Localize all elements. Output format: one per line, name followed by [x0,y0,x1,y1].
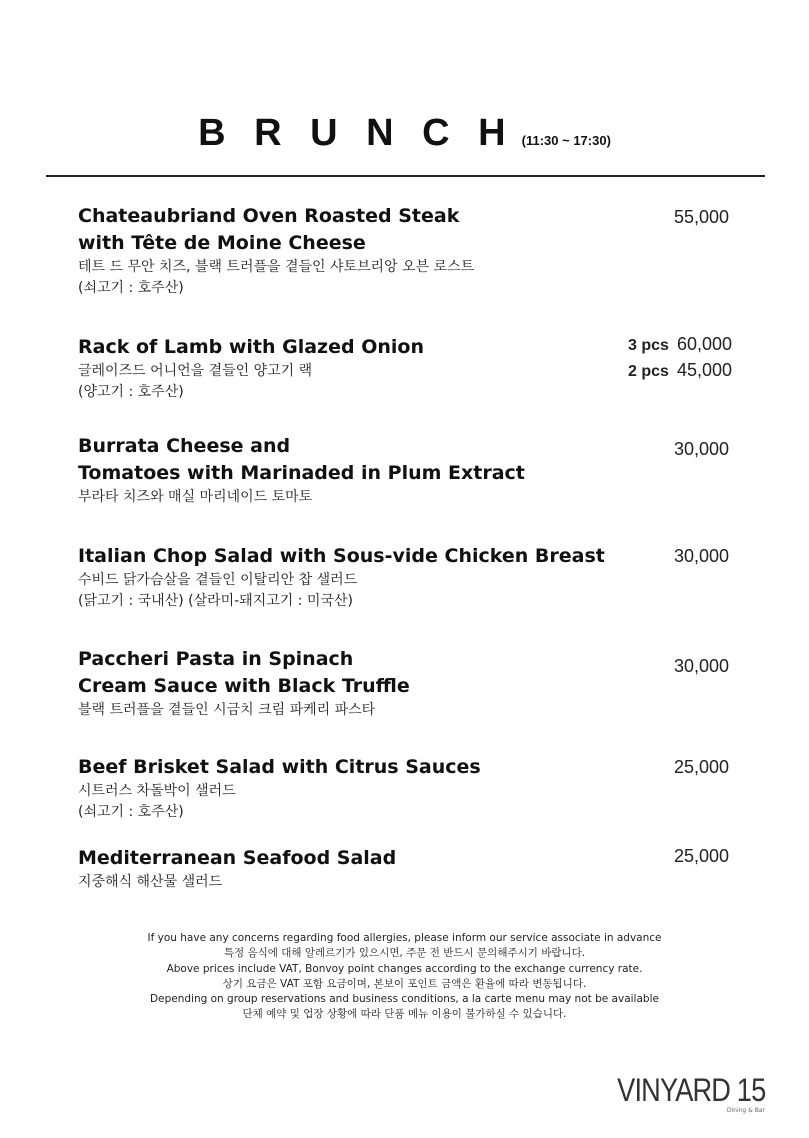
dish-price: 30,000 [673,546,729,566]
dish-name: Rack of Lamb with Glazed Onion [78,336,424,358]
dish-description-korean: 블랙 트러플을 곁들인 시금치 크림 파케리 파스타 [78,702,376,718]
dish-description-korean: 지중해식 해산물 샐러드 [78,874,223,890]
note-line: Above prices include VAT, Bonvoy point changes according to the exchange currency rate. [166,962,643,975]
header-divider [46,175,765,177]
portion-label: 3 pcs [628,337,669,354]
dish-price: 25,000 [673,757,729,777]
origin-note: (양고기 : 호주산) [78,384,184,400]
note-line: Depending on group reservations and business conditions, a la carte menu may not be available [150,993,659,1006]
allergy-and-price-notes [0,931,809,1023]
origin-note: (쇠고기 : 호주산) [78,804,184,820]
dish-name: Tomatoes with Marinaded in Plum Extract [78,462,525,484]
dish-price: 55,000 [673,207,729,227]
origin-note: (쇠고기 : 호주산) [78,280,184,296]
note-line: If you have any concerns regarding food allergies, please inform our service associate in advance [147,932,662,944]
dish-name: Burrata Cheese and [78,435,291,457]
portion-label: 2 pcs [628,363,669,380]
dish-price-options [628,332,732,384]
note-line: 상기 요금은 VAT 포함 요금이며, 본보이 포인트 금액은 환율에 따라 변동됩니다. [222,977,587,990]
dish-name: Paccheri Pasta in Spinach [78,648,354,670]
dish-description-korean: 테트 드 무안 치즈, 블랙 트러플을 곁들인 샤토브리앙 오븐 로스트 [78,259,475,275]
page-title: B R U N C H [198,112,515,154]
dish-name: Mediterranean Seafood Salad [78,847,397,869]
dish-price: 30,000 [673,439,729,459]
dish-name: with Tête de Moine Cheese [78,232,366,254]
dish-description-korean: 부라타 치즈와 매실 마리네이드 토마토 [78,489,313,505]
note-line: 단체 예약 및 업장 상황에 따라 단품 메뉴 이용이 불가하실 수 있습니다. [242,1008,567,1021]
logo-tagline: Dining & Bar [726,1107,765,1114]
restaurant-logo [591,1072,765,1114]
dish-price: 25,000 [673,846,729,866]
portion-price: 60,000 [676,334,732,354]
service-hours: (11:30 ~ 17:30) [521,133,611,148]
price-option [628,332,732,358]
origin-note: (닭고기 : 국내산) (살라미-돼지고기 : 미국산) [78,593,353,609]
dish-description-korean: 수비드 닭가슴살을 곁들인 이탈리안 찹 샐러드 [78,572,358,588]
dish-description-korean: 글레이즈드 어니언을 곁들인 양고기 랙 [78,363,313,379]
dish-name: Cream Sauce with Black Truffle [78,675,410,697]
dish-name: Beef Brisket Salad with Citrus Sauces [78,756,481,778]
dish-name: Italian Chop Salad with Sous-vide Chicken Breast [78,545,605,567]
dish-price: 30,000 [673,656,729,676]
price-option [628,358,732,384]
logo-wordmark: VINYARD 15 [616,1072,765,1108]
menu-header [0,112,809,155]
portion-price: 45,000 [676,360,732,380]
dish-name: Chateaubriand Oven Roasted Steak [78,205,460,227]
dish-description-korean: 시트러스 차돌박이 샐러드 [78,783,236,799]
note-line: 특정 음식에 대해 알레르기가 있으시면, 주문 전 반드시 문의해주시기 바랍니다. [223,947,586,960]
